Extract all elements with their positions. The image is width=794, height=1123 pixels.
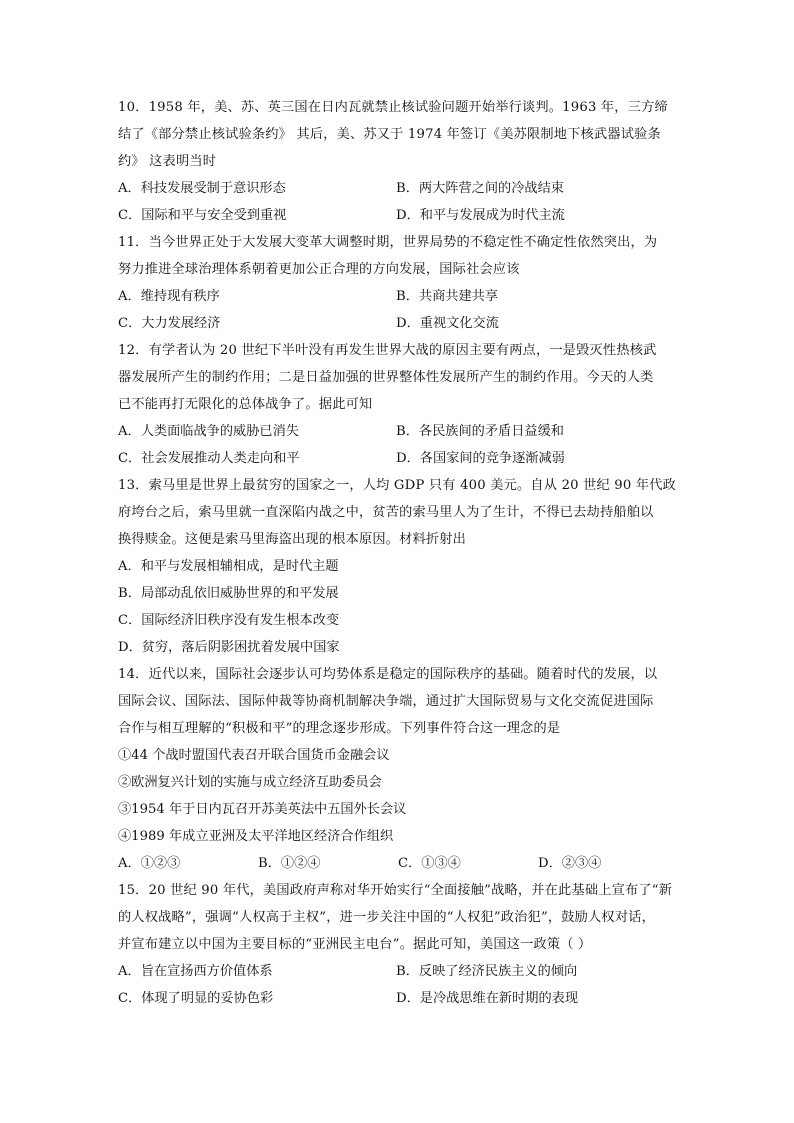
option-row <box>118 445 678 472</box>
question-stem-line: 国际会议、国际法、国际仲裁等协商机制解决争端，通过扩大国际贸易与文化交流促进国际 <box>118 694 654 709</box>
option-row <box>118 850 678 877</box>
question-stem-line: 器发展所产生的制约作用；二是日益加强的世界整体性发展所产生的制约作用。今天的人类 <box>118 370 654 385</box>
option-c[interactable]: C．大力发展经济 <box>118 316 221 331</box>
option-b[interactable]: B．局部动乱依旧威胁世界的和平发展 <box>118 586 339 601</box>
option-a[interactable]: A．维持现有秩序 <box>118 289 220 304</box>
question-stem-line: 府垮台之后，索马里就一直深陷内战之中，贫苦的索马里人为了生计，不得已去劫持船舶以 <box>118 505 654 520</box>
question-stem-line: 的人权战略”，强调“人权高于主权”，进一步关注中国的“人权犯”政治犯”，鼓励人权对话， <box>118 910 655 925</box>
question-stem-line: 结了《部分禁止核试验条约》 其后，美、苏又于 1974 年签订《美苏限制地下核武器试验条 <box>118 127 661 142</box>
question-stem-line: 10．1958 年，美、苏、英三国在日内瓦就禁止核试验问题开始举行谈判。1963 年，三方缔 <box>118 100 668 115</box>
option-row <box>118 202 678 229</box>
question-stem-line: 11．当今世界正处于大发展大变革大调整时期，世界局势的不稳定性不确定性依然突出，为 <box>118 235 658 250</box>
option-c[interactable]: C．①③④ <box>398 856 461 871</box>
option-d[interactable]: D．各国家间的竞争逐渐减弱 <box>396 451 565 466</box>
option-a[interactable]: A．和平与发展相辅相成，是时代主题 <box>118 559 339 574</box>
option-d[interactable]: D．重视文化交流 <box>396 316 499 331</box>
option-b[interactable]: B．①②④ <box>258 856 321 871</box>
option-d[interactable]: D．是冷战思维在新时期的表现 <box>396 991 579 1006</box>
question-stem-line: 13．索马里是世界上最贫穷的国家之一，人均 GDP 只有 400 美元。自从 20 世纪 90 年代政 <box>118 478 677 493</box>
option-row <box>118 283 678 310</box>
option-c[interactable]: C．国际和平与安全受到重视 <box>118 208 287 223</box>
option-b[interactable]: B．反映了经济民族主义的倾向 <box>396 964 578 979</box>
question-stem-line: 12．有学者认为 20 世纪下半叶没有再发生世界大战的原因主要有两点，一是毁灭性热核武 <box>118 343 657 358</box>
question-stem-line: 已不能再打无限化的总体战争了。据此可知 <box>118 397 373 412</box>
question-11 <box>118 229 678 337</box>
option-d[interactable]: D．②③④ <box>538 856 602 871</box>
option-a[interactable]: A．旨在宣扬西方价值体系 <box>118 964 273 979</box>
option-d[interactable]: D．贫穷，落后阴影困扰着发展中国家 <box>118 640 340 655</box>
question-stem-line: 努力推进全球治理体系朝着更加公正合理的方向发展，国际社会应该 <box>118 262 520 277</box>
statement-item: ②欧洲复兴计划的实施与成立经济互助委员会 <box>118 775 382 790</box>
option-row <box>118 985 678 1012</box>
question-stem-line: 换得赎金。这便是索马里海盗出现的根本原因。材料折射出 <box>118 532 467 547</box>
question-stem-line: 合作与相互理解的“积极和平”的理念逐步形成。下列事件符合这一理念的是 <box>118 721 561 736</box>
option-a[interactable]: A．人类面临战争的威胁已消失 <box>118 424 299 439</box>
statement-item: ④1989 年成立亚洲及太平洋地区经济合作组织 <box>118 829 394 844</box>
option-a[interactable]: A．科技发展受制于意识形态 <box>118 181 286 196</box>
question-13 <box>118 472 678 661</box>
question-stem-line: 约》 这表明当时 <box>118 154 217 169</box>
option-c[interactable]: C．国际经济旧秩序没有发生根本改变 <box>118 613 340 628</box>
option-b[interactable]: B．两大阵营之间的冷战结束 <box>396 181 564 196</box>
option-c[interactable]: C．体现了明显的妥协色彩 <box>118 991 274 1006</box>
option-row <box>118 418 678 445</box>
option-row <box>118 958 678 985</box>
question-15 <box>118 877 678 1012</box>
question-stem-line: 并宣布建立以中国为主要目标的“亚洲民主电台”。据此可知，美国这一政策（ ） <box>118 937 592 952</box>
question-14 <box>118 661 678 877</box>
question-10 <box>118 94 678 229</box>
option-row <box>118 175 678 202</box>
question-stem-line: 14．近代以来，国际社会逐步认可均势体系是稳定的国际秩序的基础。随着时代的发展，以 <box>118 667 658 682</box>
option-row <box>118 310 678 337</box>
option-c[interactable]: C．社会发展推动人类走向和平 <box>118 451 300 466</box>
statement-item: ③1954 年于日内瓦召开苏美英法中五国外长会议 <box>118 802 407 817</box>
option-a[interactable]: A．①②③ <box>118 856 181 871</box>
option-b[interactable]: B．各民族间的矛盾日益缓和 <box>396 424 564 439</box>
exam-page <box>118 94 678 1012</box>
statement-item: ①44 个战时盟国代表召开联合国货币金融会议 <box>118 748 390 763</box>
question-stem-line: 15．20 世纪 90 年代，美国政府声称对华开始实行“全面接触”战略，并在此基础上宣布了“新 <box>118 883 673 898</box>
question-12 <box>118 337 678 472</box>
option-d[interactable]: D．和平与发展成为时代主流 <box>396 208 565 223</box>
option-b[interactable]: B．共商共建共享 <box>396 289 499 304</box>
